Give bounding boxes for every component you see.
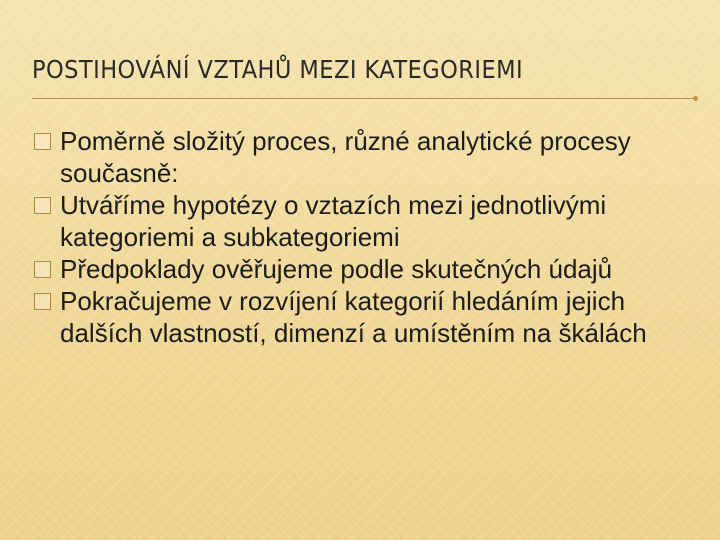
bullet-item <box>34 125 694 189</box>
bullet-item <box>34 253 694 285</box>
square-bullet-icon <box>34 293 51 310</box>
slide-title: POSTIHOVÁNÍ VZTAHŮ MEZI KATEGORIEMI <box>32 55 524 84</box>
title-underline <box>32 98 696 99</box>
square-bullet-icon <box>34 133 51 150</box>
bullet-text: Poměrně složitý proces, různé analytické procesy současně: <box>60 126 631 188</box>
square-bullet-icon <box>34 197 51 214</box>
bullet-item <box>34 189 694 253</box>
square-bullet-icon <box>34 261 51 278</box>
bullet-text: Utváříme hypotézy o vztazích mezi jednotlivými kategoriemi a subkategoriemi <box>60 190 607 252</box>
bullet-item <box>34 285 694 349</box>
bullet-text: Pokračujeme v rozvíjení kategorií hledáním jejich dalších vlastností, dimenzí a umístěním na škálách <box>60 286 647 348</box>
bullet-text: Předpoklady ověřujeme podle skutečných údajů <box>60 254 613 284</box>
bullet-list <box>34 125 694 349</box>
